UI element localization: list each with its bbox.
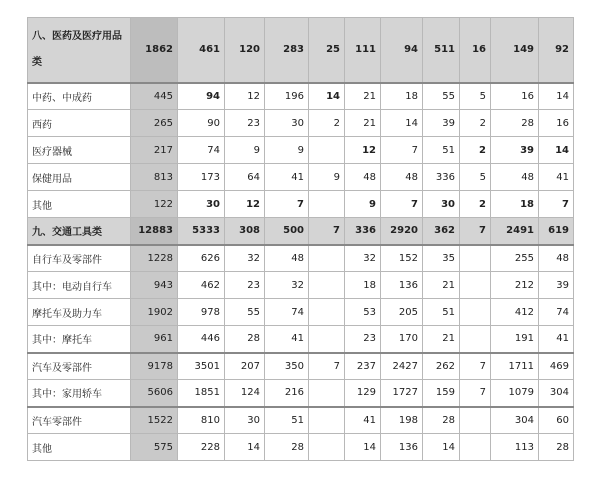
row-total: 12883 bbox=[131, 218, 178, 245]
table-cell: 1851 bbox=[178, 380, 225, 407]
table-cell: 136 bbox=[381, 434, 423, 461]
row-label: 中药、中成药 bbox=[28, 83, 131, 110]
row-total: 265 bbox=[131, 110, 178, 137]
table-cell: 41 bbox=[539, 326, 574, 353]
table-cell: 28 bbox=[539, 434, 574, 461]
table-cell: 228 bbox=[178, 434, 225, 461]
table-cell: 92 bbox=[539, 18, 574, 83]
table-cell: 212 bbox=[491, 272, 539, 299]
table-cell: 129 bbox=[345, 380, 381, 407]
table-cell: 14 bbox=[309, 83, 345, 110]
table-cell: 74 bbox=[178, 137, 225, 164]
table-row bbox=[28, 110, 574, 137]
table-cell bbox=[309, 137, 345, 164]
row-label: 八、医药及医疗用品类 bbox=[28, 18, 131, 83]
table-cell: 48 bbox=[491, 164, 539, 191]
table-cell: 25 bbox=[309, 18, 345, 83]
table-row bbox=[28, 380, 574, 407]
table-cell: 48 bbox=[381, 164, 423, 191]
table-cell: 7 bbox=[309, 353, 345, 380]
row-total: 1862 bbox=[131, 18, 178, 83]
table-cell: 198 bbox=[381, 407, 423, 434]
table-cell: 2 bbox=[460, 191, 491, 218]
table-cell: 9 bbox=[345, 191, 381, 218]
table-cell: 111 bbox=[345, 18, 381, 83]
table-cell: 170 bbox=[381, 326, 423, 353]
table-cell: 205 bbox=[381, 299, 423, 326]
table-cell: 255 bbox=[491, 245, 539, 272]
table-cell: 1079 bbox=[491, 380, 539, 407]
table-cell: 41 bbox=[265, 164, 309, 191]
table-cell bbox=[309, 272, 345, 299]
table-cell: 308 bbox=[225, 218, 265, 245]
table-cell: 3501 bbox=[178, 353, 225, 380]
row-total: 9178 bbox=[131, 353, 178, 380]
table-cell bbox=[309, 191, 345, 218]
table-cell: 18 bbox=[345, 272, 381, 299]
table-cell: 1727 bbox=[381, 380, 423, 407]
row-total: 217 bbox=[131, 137, 178, 164]
table-row bbox=[28, 407, 574, 434]
table-cell: 7 bbox=[381, 191, 423, 218]
table-row bbox=[28, 272, 574, 299]
table-cell bbox=[309, 407, 345, 434]
table-cell: 74 bbox=[265, 299, 309, 326]
table-cell: 55 bbox=[423, 83, 460, 110]
table-cell: 9 bbox=[309, 164, 345, 191]
row-total: 5606 bbox=[131, 380, 178, 407]
table-cell: 152 bbox=[381, 245, 423, 272]
table-cell: 462 bbox=[178, 272, 225, 299]
table-cell: 23 bbox=[225, 110, 265, 137]
table-row bbox=[28, 299, 574, 326]
table-cell: 28 bbox=[265, 434, 309, 461]
table-cell: 41 bbox=[539, 164, 574, 191]
table-cell: 500 bbox=[265, 218, 309, 245]
table-cell: 14 bbox=[423, 434, 460, 461]
table-cell: 28 bbox=[225, 326, 265, 353]
table-cell: 159 bbox=[423, 380, 460, 407]
table-cell: 16 bbox=[491, 83, 539, 110]
table-cell: 48 bbox=[345, 164, 381, 191]
table-cell: 28 bbox=[491, 110, 539, 137]
table-cell: 336 bbox=[345, 218, 381, 245]
table-cell: 124 bbox=[225, 380, 265, 407]
table-cell: 9 bbox=[225, 137, 265, 164]
table-cell: 7 bbox=[381, 137, 423, 164]
table-cell: 1711 bbox=[491, 353, 539, 380]
table-cell: 237 bbox=[345, 353, 381, 380]
table-cell: 14 bbox=[381, 110, 423, 137]
table-cell bbox=[460, 407, 491, 434]
table-cell: 446 bbox=[178, 326, 225, 353]
table-cell bbox=[309, 245, 345, 272]
table-cell: 21 bbox=[423, 272, 460, 299]
row-label: 汽车零部件 bbox=[28, 407, 131, 434]
table-cell: 51 bbox=[265, 407, 309, 434]
row-label: 医疗器械 bbox=[28, 137, 131, 164]
table-cell bbox=[460, 326, 491, 353]
table-cell: 149 bbox=[491, 18, 539, 83]
table-cell: 51 bbox=[423, 137, 460, 164]
table-cell: 94 bbox=[381, 18, 423, 83]
table-cell: 12 bbox=[225, 191, 265, 218]
table-cell: 626 bbox=[178, 245, 225, 272]
table-cell: 35 bbox=[423, 245, 460, 272]
table-cell: 32 bbox=[225, 245, 265, 272]
table-cell: 21 bbox=[423, 326, 460, 353]
table-cell: 336 bbox=[423, 164, 460, 191]
table-cell: 196 bbox=[265, 83, 309, 110]
table-cell: 810 bbox=[178, 407, 225, 434]
row-label: 其他 bbox=[28, 191, 131, 218]
table-cell: 30 bbox=[423, 191, 460, 218]
table-cell: 2427 bbox=[381, 353, 423, 380]
table-cell: 350 bbox=[265, 353, 309, 380]
table-body bbox=[28, 18, 574, 461]
table-row bbox=[28, 245, 574, 272]
table-cell: 94 bbox=[178, 83, 225, 110]
table-cell: 7 bbox=[460, 218, 491, 245]
table-row bbox=[28, 137, 574, 164]
table-cell: 74 bbox=[539, 299, 574, 326]
table-cell: 41 bbox=[265, 326, 309, 353]
table-cell: 53 bbox=[345, 299, 381, 326]
row-label: 汽车及零部件 bbox=[28, 353, 131, 380]
table-cell: 2 bbox=[309, 110, 345, 137]
table-cell: 7 bbox=[309, 218, 345, 245]
table-cell: 136 bbox=[381, 272, 423, 299]
table-cell bbox=[309, 326, 345, 353]
category-row bbox=[28, 18, 574, 83]
table-cell: 207 bbox=[225, 353, 265, 380]
table-cell: 48 bbox=[539, 245, 574, 272]
row-label: 其中：摩托车 bbox=[28, 326, 131, 353]
row-label: 自行车及零部件 bbox=[28, 245, 131, 272]
table-cell: 30 bbox=[225, 407, 265, 434]
row-label: 其中：家用轿车 bbox=[28, 380, 131, 407]
table-cell: 283 bbox=[265, 18, 309, 83]
table-cell: 32 bbox=[265, 272, 309, 299]
table-cell: 14 bbox=[225, 434, 265, 461]
table-cell: 362 bbox=[423, 218, 460, 245]
table-cell: 16 bbox=[539, 110, 574, 137]
data-table-container bbox=[27, 17, 574, 461]
table-cell: 39 bbox=[423, 110, 460, 137]
table-cell: 2 bbox=[460, 137, 491, 164]
table-cell bbox=[309, 434, 345, 461]
table-cell: 120 bbox=[225, 18, 265, 83]
table-cell: 39 bbox=[539, 272, 574, 299]
table-row bbox=[28, 83, 574, 110]
table-cell bbox=[309, 299, 345, 326]
table-cell: 23 bbox=[225, 272, 265, 299]
table-cell: 978 bbox=[178, 299, 225, 326]
table-cell: 2491 bbox=[491, 218, 539, 245]
table-cell bbox=[460, 299, 491, 326]
table-cell: 469 bbox=[539, 353, 574, 380]
table-cell: 64 bbox=[225, 164, 265, 191]
table-row bbox=[28, 164, 574, 191]
table-cell: 5 bbox=[460, 83, 491, 110]
table-cell: 262 bbox=[423, 353, 460, 380]
table-cell: 619 bbox=[539, 218, 574, 245]
table-cell: 21 bbox=[345, 83, 381, 110]
row-total: 1522 bbox=[131, 407, 178, 434]
table-cell: 7 bbox=[265, 191, 309, 218]
table-cell: 12 bbox=[225, 83, 265, 110]
row-label: 保健用品 bbox=[28, 164, 131, 191]
table-cell: 511 bbox=[423, 18, 460, 83]
table-cell: 2 bbox=[460, 110, 491, 137]
table-cell bbox=[460, 434, 491, 461]
table-cell: 41 bbox=[345, 407, 381, 434]
table-cell: 32 bbox=[345, 245, 381, 272]
row-total: 575 bbox=[131, 434, 178, 461]
row-label: 九、交通工具类 bbox=[28, 218, 131, 245]
table-cell: 14 bbox=[345, 434, 381, 461]
table-cell: 23 bbox=[345, 326, 381, 353]
table-cell: 18 bbox=[381, 83, 423, 110]
row-total: 1902 bbox=[131, 299, 178, 326]
row-total: 961 bbox=[131, 326, 178, 353]
table-cell: 16 bbox=[460, 18, 491, 83]
table-cell: 14 bbox=[539, 83, 574, 110]
table-cell: 28 bbox=[423, 407, 460, 434]
table-cell: 21 bbox=[345, 110, 381, 137]
table-cell: 5333 bbox=[178, 218, 225, 245]
table-row bbox=[28, 191, 574, 218]
table-cell: 18 bbox=[491, 191, 539, 218]
table-cell: 461 bbox=[178, 18, 225, 83]
table-cell: 191 bbox=[491, 326, 539, 353]
row-total: 445 bbox=[131, 83, 178, 110]
table-cell bbox=[460, 245, 491, 272]
table-cell: 14 bbox=[539, 137, 574, 164]
table-cell: 113 bbox=[491, 434, 539, 461]
table-cell: 39 bbox=[491, 137, 539, 164]
table-cell: 30 bbox=[265, 110, 309, 137]
row-label: 其他 bbox=[28, 434, 131, 461]
table-cell: 51 bbox=[423, 299, 460, 326]
row-total: 1228 bbox=[131, 245, 178, 272]
table-cell: 216 bbox=[265, 380, 309, 407]
table-cell: 48 bbox=[265, 245, 309, 272]
row-label: 摩托车及助力车 bbox=[28, 299, 131, 326]
table-cell: 60 bbox=[539, 407, 574, 434]
statistics-table bbox=[27, 17, 574, 461]
table-cell: 90 bbox=[178, 110, 225, 137]
table-row bbox=[28, 326, 574, 353]
category-row bbox=[28, 218, 574, 245]
row-total: 813 bbox=[131, 164, 178, 191]
table-cell: 55 bbox=[225, 299, 265, 326]
table-row bbox=[28, 434, 574, 461]
row-label: 西药 bbox=[28, 110, 131, 137]
row-total: 943 bbox=[131, 272, 178, 299]
table-cell: 2920 bbox=[381, 218, 423, 245]
table-cell bbox=[460, 272, 491, 299]
table-row bbox=[28, 353, 574, 380]
table-cell: 7 bbox=[460, 353, 491, 380]
table-cell: 30 bbox=[178, 191, 225, 218]
table-cell: 304 bbox=[491, 407, 539, 434]
table-cell: 173 bbox=[178, 164, 225, 191]
table-cell: 412 bbox=[491, 299, 539, 326]
row-label: 其中：电动自行车 bbox=[28, 272, 131, 299]
table-cell: 304 bbox=[539, 380, 574, 407]
table-cell: 12 bbox=[345, 137, 381, 164]
table-cell: 7 bbox=[539, 191, 574, 218]
table-cell: 5 bbox=[460, 164, 491, 191]
row-total: 122 bbox=[131, 191, 178, 218]
table-cell: 9 bbox=[265, 137, 309, 164]
table-cell: 7 bbox=[460, 380, 491, 407]
table-cell bbox=[309, 380, 345, 407]
